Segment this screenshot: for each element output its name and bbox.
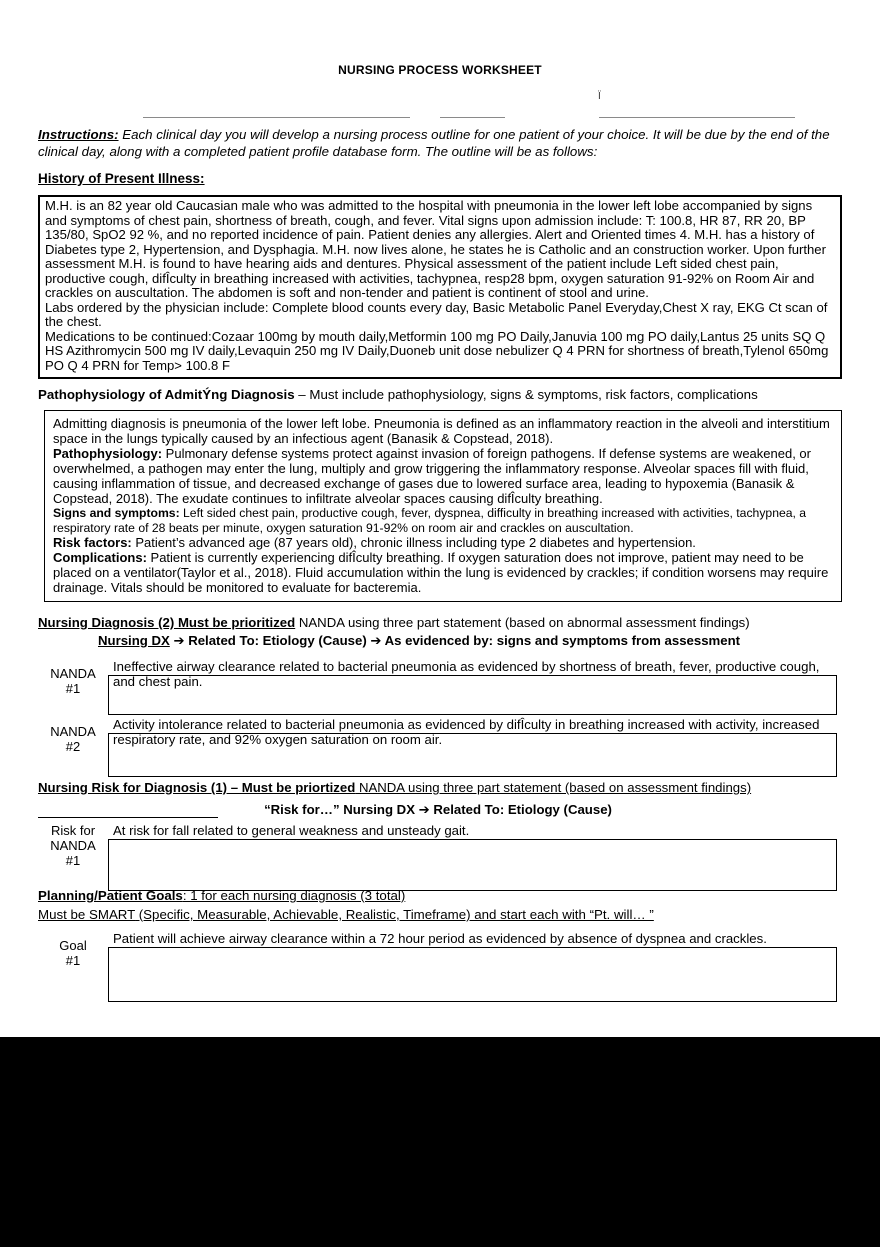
risk-dx-format-line: “Risk for…” Nursing DX ➔ Related To: Etiology (Cause) [264, 802, 612, 817]
patho-section-signs-symptoms-text: Left sided chest pain, productive cough, fever, dyspnea, difficulty in breathing increased with activities, tachypnea, a respiratory rate of 28 beats per minute, oxygen saturation 91-92% on room air and crackles on auscultation. [53, 506, 807, 535]
risk-dx-blank-line[interactable] [38, 804, 218, 818]
goal-1-text: Patient will achieve airway clearance within a 72 hour period as evidenced by absence of dyspnea and crackles. [113, 931, 767, 946]
nursing-diagnosis-heading-rest: NANDA using three part statement (based on abnormal assessment findings) [295, 615, 750, 630]
nanda-1-row [38, 659, 842, 715]
pathophysiology-box[interactable] [44, 410, 842, 602]
planning-goals-heading [38, 888, 842, 903]
smart-requirement-rest: (Specific, Measurable, Achievable, Realistic, Timeframe) and start each with “Pt. will… ” [135, 907, 654, 922]
pathophysiology-heading-title: Pathophysiology of AdmitÝng Diagnosis [38, 387, 295, 402]
nanda-2-label-line2: #2 [65, 739, 81, 754]
goal-1-answer-box[interactable] [108, 947, 837, 1002]
patho-section-signs-symptoms-label: Signs and symptoms: [53, 506, 180, 520]
history-box[interactable] [38, 195, 842, 379]
history-paragraph-3: Medications to be continued:Cozaar 100mg by mouth daily,Metformin 100 mg PO Daily,Januvia 100 mg PO daily,Lantus 25 units SQ Q HS Azithromycin 500 mg IV daily,Levaquin 250 mg IV Daily,Duoneb unit dose nebulizer Q 4 PRN for shortness of breath,Tylenol 650mg PO Q 4 PRN for Temp> 100.8 F [45, 328, 829, 373]
patho-section-complications [53, 550, 833, 595]
nanda-2-diagnosis-text: Activity intolerance related to bacterial pneumonia as evidenced by difÎculty in breathing increased with activity, increased respiratory rate, and 92% oxygen saturation on room air. [113, 717, 820, 747]
instructions-text: Each clinical day you will develop a nursing process outline for one patient of your choice. It will be due by the end of the clinical day, along with a completed patient profile database form. The outline will be as follows: [38, 127, 830, 159]
nursing-diagnosis-heading-bold: Nursing Diagnosis (2) Must be prioritized [38, 615, 296, 630]
patho-section-complications-label: Complications: [53, 550, 147, 565]
patho-section-risk-factors [53, 535, 833, 550]
pathophysiology-heading [38, 387, 842, 402]
patho-section-pathophysiology-text: Pulmonary defense systems protect against invasion of foreign pathogens. If defense systems are weakened, or overwhelmed, a pathogen may enter the lung, multiply and grow triggering the inflammatory response. Alveolar spaces fill with fluid, causing inflammation of tissue, and decreased exchange of gases due to lowered surface area, leading to hypoxemia (Banasik & Copstead, 2018). The exudate continues to infiltrate alveolar spaces causing difÎculty breathing. [53, 446, 811, 506]
pathophysiology-heading-desc: – Must include pathophysiology, signs & symptoms, risk factors, complications [294, 387, 758, 402]
patho-section-pathophysiology [53, 446, 833, 506]
risk-diagnosis-heading-rest: NANDA using three part statement (based on assessment findings) [355, 780, 752, 795]
planning-goals-heading-rest: : 1 for each nursing diagnosis (3 total) [182, 888, 406, 903]
risk-nanda-1-label-line3: #1 [65, 853, 81, 868]
nanda-1-label-line1: NANDA [50, 666, 96, 681]
nursing-dx-format-rest: ➔ Related To: Etiology (Cause) ➔ As evidenced by: signs and symptoms from assessment [169, 633, 741, 648]
stray-mark: Ï [598, 91, 601, 102]
nanda-1-label-line2: #1 [65, 681, 81, 696]
nanda-2-row [38, 717, 842, 777]
goal-1-row [38, 931, 842, 1002]
nanda-2-content [108, 717, 837, 777]
risk-nanda-1-label-line1: Risk for [50, 823, 96, 838]
goal-1-content [108, 931, 837, 1002]
page-end-black-region [0, 1037, 880, 1247]
risk-nanda-1-diagnosis-text: At risk for fall related to general weakness and unsteady gait. [113, 823, 470, 838]
instructions [38, 127, 842, 160]
header-blank-fields [38, 91, 842, 118]
nanda-1-label [38, 659, 108, 715]
history-heading: History of Present Illness: [38, 171, 205, 186]
nanda-2-label-line1: NANDA [50, 724, 96, 739]
risk-nanda-1-content [108, 823, 837, 891]
risk-nanda-1-label-line2: NANDA [50, 838, 96, 853]
risk-nanda-1-row [38, 823, 842, 891]
nanda-1-content [108, 659, 837, 715]
risk-nanda-1-answer-box[interactable] [108, 839, 837, 891]
patho-section-risk-factors-label: Risk factors: [53, 535, 132, 550]
goal-1-label-line1: Goal [59, 938, 87, 953]
patho-section-risk-factors-text: Patient’s advanced age (87 years old), chronic illness including type 2 diabetes and hypertension. [131, 535, 696, 550]
nanda-2-label [38, 717, 108, 777]
blank-field-1[interactable] [143, 105, 410, 118]
patho-section-complications-text: Patient is currently experiencing difÎculty breathing. If oxygen saturation does not improve, patient may need to be placed on a ventilator(Taylor et al., 2018). Fluid accumulation within the lung is evidenced by crackles; if condition worsens may require drainage. Vitals should be monitored to evaluate for bacteremia. [53, 550, 829, 595]
patho-intro: Admitting diagnosis is pneumonia of the lower left lobe. Pneumonia is defined as an inflammatory reaction in the alveoli and interstitium space in the lungs typically caused by an infectious agent (Banasik & Copstead, 2018). [53, 416, 830, 446]
patho-section-signs-symptoms [53, 506, 833, 535]
nursing-dx-format-line [98, 633, 842, 649]
history-paragraph-1: M.H. is an 82 year old Caucasian male who was admitted to the hospital with pneumonia in the lower left lobe accompanied by signs and symptoms of chest pain, shortness of breath, cough, and fever. Vital signs upon admission include: T: 100.8, HR 87, RR 20, BP 135/80, SpO2 92 %, and no reported incidence of pain. Patient denies any allergies. Alert and Oriented times 4. M.H. has a history of Diabetes type 2, Hypertension, and Dysphagia. M.H. now lives alone, he states he is Catholic and an construction worker. Upon further assessment M.H. is found to have hearing aids and dentures. Physical assessment of the patient include Left sided chest pain, productive cough, difÎculty in breathing increased with activities, tachypnea, resp28 bpm, oxygen saturation 91-92% on Room Air and crackles on auscultation. The abdomen is soft and non-tender and patient is continent of stool and urine. [45, 198, 826, 300]
nursing-dx-format-dx: Nursing DX [98, 633, 170, 648]
nursing-diagnosis-heading [38, 615, 842, 630]
smart-requirement-label: Must be SMART [38, 907, 136, 922]
risk-diagnosis-heading [38, 780, 842, 795]
risk-diagnosis-heading-bold: Nursing Risk for Diagnosis (1) – Must be priortized [38, 780, 356, 795]
blank-field-2[interactable] [440, 105, 505, 118]
instructions-label: Instructions: [38, 127, 119, 142]
page-title: NURSING PROCESS WORKSHEET [338, 63, 542, 77]
risk-format-row [38, 802, 842, 818]
history-paragraph-2: Labs ordered by the physician include: Complete blood counts every day, Basic Metabolic Panel Everyday,Chest X ray, EKG Ct scan of the chest. [45, 299, 828, 329]
nanda-1-diagnosis-text: Ineffective airway clearance related to bacterial pneumonia as evidenced by shortness of breath, fever, productive cough, and chest pain. [113, 659, 820, 689]
smart-requirement-line [38, 907, 842, 922]
goal-1-label [38, 931, 108, 1002]
blank-field-3[interactable] [599, 105, 795, 118]
risk-nanda-1-label [38, 823, 108, 891]
planning-goals-heading-bold: Planning/Patient Goals [38, 888, 183, 903]
goal-1-label-line2: #1 [65, 953, 81, 968]
patho-section-pathophysiology-label: Pathophysiology: [53, 446, 163, 461]
